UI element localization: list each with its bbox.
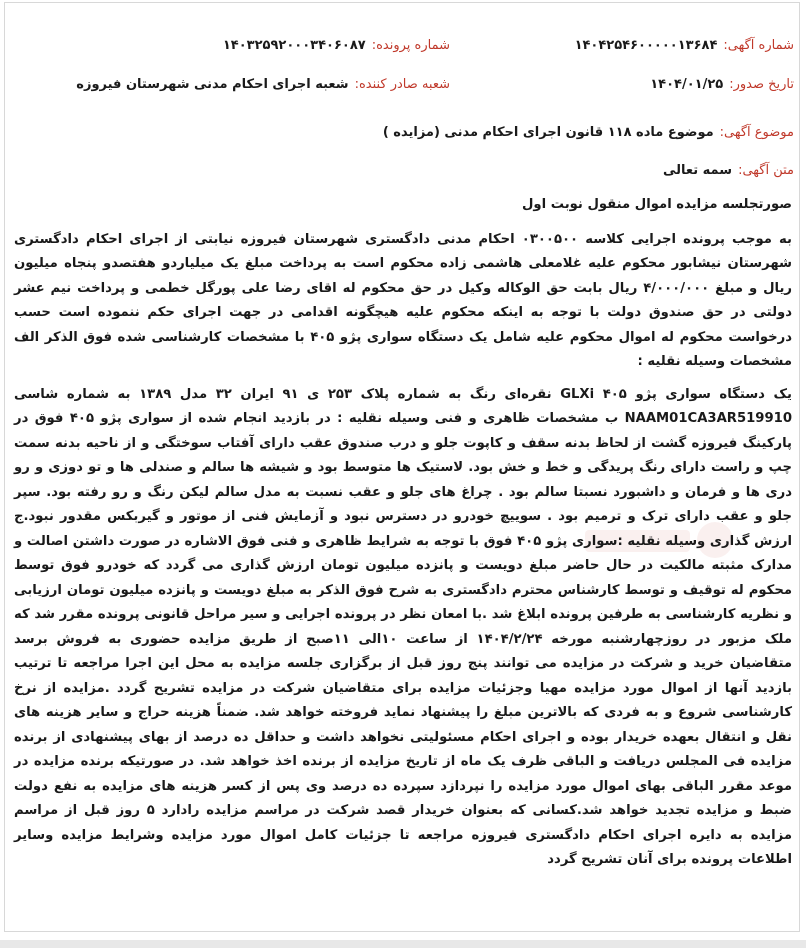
notice-number-field [575,38,794,53]
case-number-label: شماره پرونده: [371,38,450,53]
bottom-bar [0,940,806,948]
issue-date: ۱۴۰۴/۰۱/۲۵ [650,77,724,92]
case-number-field [223,38,450,53]
case-number: ۱۴۰۳۲۵۹۲۰۰۰۳۴۰۶۰۸۷ [222,38,366,53]
subject: موضوع ماده ۱۱۸ قانون اجرای احکام مدنی (مزایده ) [382,125,714,140]
issue-date-label: تاریخ صدور: [729,77,794,92]
body-paragraph-1: به موجب پرونده اجرایی کلاسه ۰۳۰۰۵۰۰ احکام مدنی دادگستری شهرستان فیروزه نیابتی از اجرای احکام دادگستری شهرستان نیشابور محکوم علیه غلامعلی هاشمی زاده محکوم است به پرداخت مبلغ یک میلیاردو هفتصدو پنجاه میلیون ریال و مبلغ ۴/۰۰۰/۰۰۰ ریال بابت حق الوکاله وکیل در حق محکوم له اقای رضا علی پورگل خطمی و پرداخت نیم عشر دولتی در حق صندوق دولت با توجه به اینکه محکوم علیه هیچگونه اقدامی در جهت اجرای حکم ننموده است حسب درخواست محکوم له اموال محکوم علیه شامل یک دستگاه سواری پژو ۴۰۵ با مشخصات کارشناسی شده فوق الذکر الف مشخصات وسیله نقلیه : [14,231,793,369]
notice-opening: سمه تعالی [663,163,733,178]
body-heading: صورتجلسه مزایده اموال منقول نوبت اول [521,197,792,212]
issue-date-field [650,77,794,92]
issuer-field [76,77,450,92]
notice-text-field [663,163,794,178]
subject-field [383,125,794,140]
notice-number: ۱۴۰۴۲۵۴۶۰۰۰۰۰۱۳۶۸۴ [574,38,718,53]
body-paragraph-2: یک دستگاه سواری پژو ۴۰۵ GLXi نقره‌ای رنگ به شماره پلاک ۲۵۳ ی ۹۱ ایران ۳۲ مدل ۱۳۸۹ به شماره شاسی NAAM01CA3AR519910 ب مشخصات ظاهری و فنی وسیله نقلیه : در بازدید انجام شده از سواری پژو ۴۰۵ فوق در پارکینگ فیروزه گشت از لحاظ بدنه سقف و کاپوت جلو و درب صندوق عقب دارای آفتاب سوختگی و از ناحیه بدنه سمت چپ و راست دارای رنگ پریدگی و خط و خش بود. لاستیک ها متوسط بود و شیشه ها سالم و صندلی ها و تو دوزی و رو دری ها و فرمان و داشبورد نسبتا سالم بود . چراغ های جلو و عقب نسبت به مدل سالم لیکن رنگ و رو رفته بود. سپر جلو و عقب دارای ترک و ترمیم بود . سوییچ خودرو در دسترس نبود و آزمایش فنی از موتور و گیربکس مقدور نبود.ج ارزش گذاری وسیله نقلیه :سواری پژو ۴۰۵ فوق با توجه به شرایط ظاهری و فنی فوق الاشاره در صورت داشتن اصالت و مدارک مثبته مالکیت در حال حاضر مبلغ دویست و پانزده میلیون تومان ارزش گذاری می گردد که خودرو فوق توسط محکوم له توقیف و توسط کارشناس محترم دادگستری به شرح فوق الذکر به مبلغ دویست و پانزده میلیون تومان ارزیابی و نظریه کارشناسی به طرفین پرونده ابلاغ شد .با امعان نظر در پرونده اجرایی و سیر مراحل قانونی پرونده مقرر شد که ملک مزبور در روزچهارشنبه مورخه ۱۴۰۴/۲/۲۴ از ساعت ۱۰الی ۱۱صبح از طریق مزایده حضوری به فروش برسد متقاضیان خرید و شرکت در مزایده می توانند پنج روز قبل از برگزاری جلسه مزایده به محل این اجرا مراجعه تا ترتیب بازدید آنها از اموال مورد مزایده مهیا وجزئیات مزایده برای متقاضیان شرکت در مزایده تشریح گردد .مزایده از نرخ کارشناسی شروع و به فردی که بالاترین مبلغ را پیشنهاد نماید فروخته خواهد شد. ضمناً هزینه حراج و سایر هزینه های نقل و انتقال بعهده خریدار بوده و اجرای احکام مسئولیتی نخواهد داشت و حداقل ده درصد از بهای پیشنهادی از برنده مزایده فی المجلس دریافت و الباقی ظرف یک ماه از تاریخ مزایده از برنده اخذ خواهد شد. در صورتیکه برنده مزایده در موعد مقرر الباقی بهای اموال مورد مزایده را نپردازد سپرده ده درصد وی پس از کسر هزینه های مزایده به نفع دولت ضبط و مزایده تجدید خواهد شد.کسانی که بعنوان خریدار قصد شرکت در مراسم مزایده رادارد ۵ روز قبل از مراسم مزایده به دایره اجرای احکام دادگستری فیروزه مراجعه تا جزئیات کامل اموال مورد مزایده وشرایط مزایده وسایر اطلاعات پرونده برای آنان تشریح گردد [14,386,793,867]
notice-number-label: شماره آگهی: [723,38,794,53]
notice-text-label: متن آگهی: [738,163,794,178]
subject-label: موضوع آگهی: [719,125,794,140]
notice-body [14,193,792,873]
issuer-label: شعبه صادر کننده: [354,77,450,92]
issuer: شعبه اجرای احکام مدنی شهرستان فیروزه [76,77,349,92]
